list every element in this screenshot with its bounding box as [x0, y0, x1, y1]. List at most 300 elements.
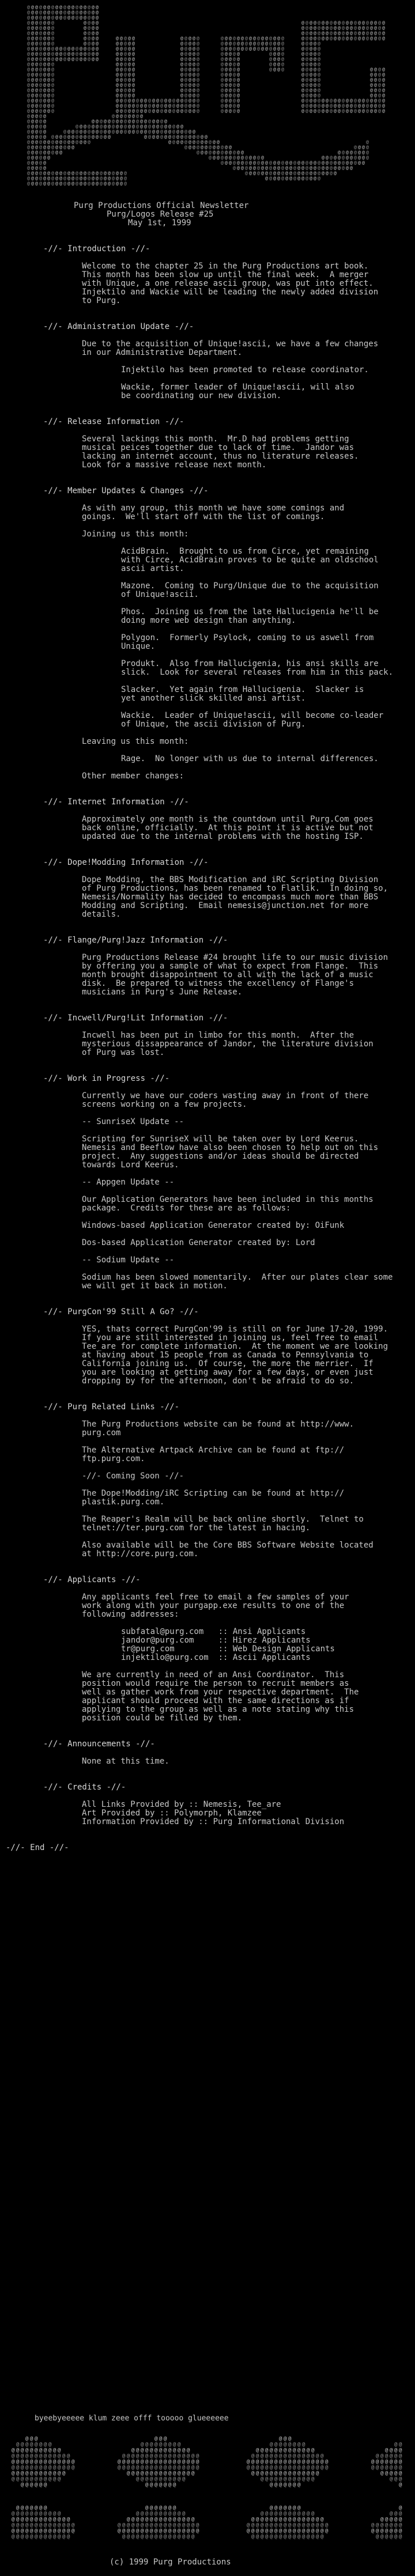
logo-glyph: @ — [31, 77, 34, 82]
logo-glyph: @ — [128, 108, 131, 114]
logo-glyph: @ — [241, 41, 244, 46]
footer-glyph: @ — [265, 2471, 269, 2476]
footer-glyph: @ — [131, 2453, 135, 2459]
admin-note: Wackie, former leader of Unique!ascii, will also — [121, 383, 354, 392]
logo-glyph: @ — [362, 36, 365, 41]
footer-glyph: @ — [293, 2528, 296, 2534]
footer-glyph: @ — [136, 2534, 139, 2540]
footer-glyph: @ — [399, 2442, 402, 2448]
logo-glyph: @ — [39, 36, 42, 41]
footer-glyph: @ — [53, 2511, 56, 2517]
footer-glyph: @ — [25, 2505, 29, 2511]
footer-glyph: @ — [118, 2528, 121, 2534]
footer-glyph: @ — [288, 2465, 292, 2471]
footer-glyph: @ — [385, 2528, 388, 2534]
logo-glyph: @ — [39, 171, 42, 176]
footer-glyph: @ — [30, 2476, 33, 2482]
footer-glyph: @ — [30, 2459, 33, 2465]
logo-glyph: @ — [51, 181, 54, 186]
footer-glyph: @ — [196, 2465, 199, 2471]
footer-glyph: @ — [39, 2459, 43, 2465]
logo-glyph: @ — [136, 114, 139, 119]
logo-glyph: @ — [277, 51, 280, 56]
footer-glyph: @ — [154, 2436, 158, 2442]
logo-glyph: @ — [47, 25, 50, 31]
logo-glyph: @ — [330, 20, 333, 25]
logo-glyph: @ — [314, 176, 316, 181]
logo-glyph: @ — [47, 56, 50, 62]
logo-glyph: @ — [51, 31, 54, 36]
footer-glyph: @ — [122, 2534, 126, 2540]
logo-glyph: @ — [35, 98, 38, 103]
footer-glyph: @ — [16, 2476, 20, 2482]
logo-glyph: @ — [318, 165, 320, 171]
logo-glyph: @ — [366, 36, 369, 41]
logo-glyph: @ — [67, 145, 70, 150]
logo-glyph: @ — [39, 103, 42, 108]
logo-glyph: @ — [96, 41, 99, 46]
footer-glyph: @ — [288, 2511, 292, 2517]
applicants-heading: -//- Applicants -//- — [43, 1575, 141, 1584]
logo-glyph: @ — [124, 129, 127, 134]
logo-glyph: @ — [164, 103, 167, 108]
logo-glyph: @ — [140, 103, 143, 108]
logo-glyph: @ — [269, 176, 272, 181]
logo-glyph: @ — [225, 46, 228, 51]
logo-glyph: @ — [338, 25, 341, 31]
logo-glyph: @ — [43, 10, 46, 15]
logo-glyph: @ — [188, 88, 191, 93]
footer-glyph: @ — [274, 2442, 278, 2448]
dope-line: Dope Modding, the BBS Modification and iRC Scripting Division — [82, 875, 379, 884]
logo-glyph: @ — [96, 51, 99, 56]
logo-glyph: @ — [180, 88, 183, 93]
footer-glyph: @ — [279, 2459, 282, 2465]
logo-glyph: @ — [225, 77, 228, 82]
logo-glyph: @ — [96, 36, 99, 41]
footer-glyph: @ — [270, 2448, 273, 2453]
logo-glyph: @ — [47, 15, 50, 20]
footer-glyph: @ — [159, 2476, 163, 2482]
logo-glyph: @ — [253, 165, 256, 171]
footer-glyph: @ — [191, 2528, 195, 2534]
logo-glyph: @ — [55, 176, 58, 181]
logo-glyph: @ — [326, 31, 329, 36]
applicants-line: following addresses: — [82, 1610, 179, 1619]
logo-glyph: @ — [269, 41, 272, 46]
logo-glyph: @ — [362, 108, 365, 114]
logo-glyph: @ — [225, 160, 228, 165]
footer-glyph: @ — [173, 2505, 176, 2511]
logo-glyph: @ — [334, 25, 337, 31]
footer-glyph: @ — [371, 2522, 375, 2528]
footer-glyph: @ — [297, 2453, 301, 2459]
logo-glyph: @ — [184, 82, 187, 88]
logo-glyph: @ — [180, 93, 183, 98]
footer-glyph: @ — [62, 2459, 66, 2465]
footer-glyph: @ — [274, 2534, 278, 2540]
logo-glyph: @ — [67, 129, 70, 134]
logo-glyph: @ — [35, 15, 38, 20]
footer-glyph: @ — [279, 2436, 282, 2442]
logo-glyph: @ — [120, 62, 123, 67]
logo-glyph: @ — [67, 46, 70, 51]
logo-glyph: @ — [277, 160, 280, 165]
logo-glyph: @ — [43, 46, 46, 51]
footer-glyph: @ — [12, 2522, 15, 2528]
logo-glyph: @ — [354, 150, 357, 155]
footer-glyph: @ — [390, 2448, 393, 2453]
purgcon-line: at having about 15 people from as Canada to Pennsylvania to — [82, 1351, 369, 1360]
footer-glyph: @ — [39, 2511, 43, 2517]
logo-glyph: @ — [358, 108, 361, 114]
logo-glyph: @ — [197, 36, 199, 41]
logo-glyph: @ — [314, 103, 316, 108]
logo-glyph: @ — [76, 46, 78, 51]
footer-glyph: @ — [191, 2534, 195, 2540]
logo-glyph: @ — [233, 103, 236, 108]
logo-glyph: @ — [128, 51, 131, 56]
footer-glyph: @ — [44, 2448, 47, 2453]
logo-glyph: @ — [205, 150, 207, 155]
logo-glyph: @ — [326, 108, 329, 114]
footer-glyph: @ — [21, 2476, 24, 2482]
logo-glyph: @ — [88, 25, 90, 31]
applicants-closing: applying to the group as well as a note stating why this — [82, 1705, 354, 1714]
logo-glyph: @ — [51, 62, 54, 67]
logo-glyph: @ — [318, 62, 320, 67]
logo-glyph: @ — [55, 181, 58, 186]
link-official: The Purg Productions website can be found at http://www. — [82, 1420, 354, 1429]
logo-glyph: @ — [310, 98, 312, 103]
logo-glyph: @ — [43, 181, 46, 186]
footer-glyph: @ — [145, 2505, 149, 2511]
logo-glyph: @ — [193, 108, 195, 114]
incwell-line: Incwell has been put in limbo for this month. After the — [82, 1031, 354, 1040]
logo-glyph: @ — [132, 62, 135, 67]
logo-glyph: @ — [43, 25, 46, 31]
members-intro: goings. We'll start off with the list of comings. — [82, 512, 325, 521]
logo-glyph: @ — [51, 67, 54, 72]
footer-glyph: @ — [307, 2459, 310, 2465]
footer-glyph: @ — [71, 2522, 75, 2528]
logo-glyph: @ — [293, 160, 296, 165]
footer-glyph: @ — [390, 2511, 393, 2517]
logo-glyph: @ — [43, 124, 46, 129]
footer-glyph: @ — [394, 2465, 398, 2471]
logo-glyph: @ — [124, 72, 127, 77]
footer-glyph: @ — [168, 2465, 172, 2471]
logo-glyph: @ — [318, 41, 320, 46]
purg-ascii-logo — [12, 0, 403, 199]
footer-glyph: @ — [182, 2453, 186, 2459]
logo-glyph: @ — [374, 20, 377, 25]
logo-glyph: @ — [55, 51, 58, 56]
logo-glyph: @ — [310, 25, 312, 31]
logo-glyph: @ — [378, 103, 381, 108]
logo-glyph: @ — [39, 77, 42, 82]
logo-glyph: @ — [39, 124, 42, 129]
logo-glyph: @ — [116, 119, 119, 124]
logo-glyph: @ — [168, 103, 171, 108]
logo-glyph: @ — [76, 124, 78, 129]
logo-glyph: @ — [245, 165, 248, 171]
logo-glyph: @ — [43, 129, 46, 134]
appgen-line: package. Credits for these are as follows: — [82, 1204, 291, 1213]
footer-glyph: @ — [297, 2534, 301, 2540]
logo-glyph: @ — [116, 129, 119, 134]
footer-glyph: @ — [182, 2459, 186, 2465]
footer-glyph: @ — [168, 2534, 172, 2540]
footer-glyph: @ — [270, 2534, 273, 2540]
logo-glyph: @ — [31, 51, 34, 56]
footer-glyph: @ — [159, 2528, 163, 2534]
logo-glyph: @ — [370, 77, 373, 82]
footer-glyph: @ — [173, 2534, 176, 2540]
footer-glyph: @ — [270, 2442, 273, 2448]
logo-glyph: @ — [370, 88, 373, 93]
footer-glyph: @ — [150, 2471, 153, 2476]
logo-glyph: @ — [378, 72, 381, 77]
logo-glyph: @ — [221, 41, 224, 46]
logo-glyph: @ — [382, 88, 385, 93]
footer-glyph: @ — [159, 2482, 163, 2488]
logo-glyph: @ — [193, 62, 195, 67]
logo-glyph: @ — [76, 5, 78, 10]
logo-glyph: @ — [180, 108, 183, 114]
logo-glyph: @ — [116, 181, 119, 186]
footer-glyph: @ — [25, 2448, 29, 2453]
footer-glyph: @ — [297, 2511, 301, 2517]
logo-glyph: @ — [297, 160, 300, 165]
logo-glyph: @ — [273, 62, 276, 67]
footer-glyph: @ — [48, 2511, 52, 2517]
footer-glyph: @ — [145, 2459, 149, 2465]
logo-glyph: @ — [370, 25, 373, 31]
logo-glyph: @ — [330, 108, 333, 114]
logo-glyph: @ — [281, 165, 284, 171]
logo-glyph: @ — [35, 150, 38, 155]
footer-glyph: @ — [284, 2448, 287, 2453]
logo-glyph: @ — [108, 119, 111, 124]
logo-glyph: @ — [334, 103, 337, 108]
logo-glyph: @ — [104, 119, 107, 124]
footer-glyph: @ — [48, 2448, 52, 2453]
footer-glyph: @ — [325, 2465, 329, 2471]
logo-glyph: @ — [201, 134, 203, 139]
footer-glyph: @ — [394, 2448, 398, 2453]
logo-glyph: @ — [305, 36, 308, 41]
logo-glyph: @ — [197, 56, 199, 62]
logo-glyph: @ — [116, 82, 119, 88]
footer-glyph: @ — [150, 2442, 153, 2448]
leaving-label: Leaving us this month: — [82, 737, 189, 746]
footer-glyph: @ — [159, 2465, 163, 2471]
logo-glyph: @ — [51, 41, 54, 46]
incwell-line: mysterious dissappearance of Jandor, the literature division — [82, 1039, 373, 1049]
logo-glyph: @ — [378, 93, 381, 98]
logo-glyph: @ — [241, 160, 244, 165]
logo-glyph: @ — [112, 176, 115, 181]
footer-glyph: @ — [274, 2511, 278, 2517]
footer-glyph: @ — [53, 2534, 56, 2540]
footer-glyph: @ — [53, 2528, 56, 2534]
logo-glyph: @ — [281, 176, 284, 181]
logo-glyph: @ — [84, 181, 86, 186]
logo-glyph: @ — [301, 171, 304, 176]
logo-glyph: @ — [80, 124, 82, 129]
logo-glyph: @ — [47, 108, 50, 114]
logo-glyph: @ — [273, 51, 276, 56]
footer-glyph: @ — [256, 2465, 259, 2471]
footer-glyph: @ — [182, 2471, 186, 2476]
footer-glyph: @ — [307, 2528, 310, 2534]
logo-glyph: @ — [31, 139, 34, 145]
footer-glyph: @ — [12, 2465, 15, 2471]
logo-glyph: @ — [27, 124, 30, 129]
logo-glyph: @ — [76, 129, 78, 134]
applicants-closing: position could be filled by them. — [82, 1713, 243, 1723]
logo-glyph: @ — [132, 98, 135, 103]
footer-glyph: @ — [385, 2448, 388, 2453]
logo-glyph: @ — [144, 108, 147, 114]
logo-glyph: @ — [188, 139, 191, 145]
logo-glyph: @ — [124, 98, 127, 103]
applicant-address: tr@purg.com :: Web Design Applicants — [121, 1644, 335, 1654]
footer-glyph: @ — [141, 2522, 144, 2528]
logo-glyph: @ — [120, 51, 123, 56]
logo-glyph: @ — [43, 88, 46, 93]
footer-glyph: @ — [12, 2534, 15, 2540]
logo-glyph: @ — [213, 155, 216, 160]
logo-glyph: @ — [237, 88, 240, 93]
footer-glyph: @ — [25, 2517, 29, 2522]
logo-glyph: @ — [366, 31, 369, 36]
logo-glyph: @ — [116, 51, 119, 56]
footer-glyph: @ — [44, 2534, 47, 2540]
logo-glyph: @ — [136, 124, 139, 129]
credits-line: Information Provided by :: Purg Informational Division — [82, 1817, 345, 1826]
logo-glyph: @ — [43, 5, 46, 10]
footer-glyph: @ — [191, 2517, 195, 2522]
logo-glyph: @ — [184, 67, 187, 72]
logo-glyph: @ — [358, 155, 361, 160]
logo-glyph: @ — [35, 88, 38, 93]
footer-glyph: @ — [173, 2511, 176, 2517]
footer-glyph: @ — [293, 2476, 296, 2482]
logo-glyph: @ — [233, 41, 236, 46]
logo-glyph: @ — [51, 5, 54, 10]
logo-glyph: @ — [346, 155, 349, 160]
footer-glyph: @ — [196, 2459, 199, 2465]
logo-glyph: @ — [326, 98, 329, 103]
logo-glyph: @ — [237, 72, 240, 77]
footer-glyph: @ — [39, 2534, 43, 2540]
logo-glyph: @ — [330, 160, 333, 165]
logo-glyph: @ — [140, 129, 143, 134]
logo-glyph: @ — [318, 51, 320, 56]
footer-glyph: @ — [35, 2453, 38, 2459]
logo-glyph: @ — [43, 56, 46, 62]
footer-glyph: @ — [164, 2448, 167, 2453]
joining-entry: Polygon. Formerly Psylock, coming to us aswell from — [121, 633, 374, 642]
logo-glyph: @ — [27, 145, 30, 150]
logo-glyph: @ — [80, 134, 82, 139]
logo-glyph: @ — [136, 119, 139, 124]
footer-glyph: @ — [270, 2459, 273, 2465]
logo-glyph: @ — [257, 165, 260, 171]
logo-glyph: @ — [221, 155, 224, 160]
logo-glyph: @ — [136, 108, 139, 114]
logo-glyph: @ — [382, 67, 385, 72]
logo-glyph: @ — [277, 165, 280, 171]
footer-glyph: @ — [25, 2442, 29, 2448]
footer-glyph: @ — [44, 2476, 47, 2482]
logo-glyph: @ — [100, 176, 103, 181]
logo-glyph: @ — [47, 145, 50, 150]
logo-glyph: @ — [193, 36, 195, 41]
logo-glyph: @ — [128, 103, 131, 108]
logo-glyph: @ — [265, 176, 268, 181]
release-line: Several lackings this month. Mr.D had problems getting — [82, 434, 349, 444]
logo-glyph: @ — [342, 98, 345, 103]
logo-glyph: @ — [31, 124, 34, 129]
footer-glyph: @ — [182, 2476, 186, 2482]
logo-glyph: @ — [221, 98, 224, 103]
logo-glyph: @ — [229, 67, 232, 72]
joining-entry: slick. Look for several releases from him in this pack. — [121, 668, 394, 677]
logo-glyph: @ — [27, 93, 30, 98]
logo-glyph: @ — [249, 155, 252, 160]
footer-glyph: @ — [168, 2505, 172, 2511]
logo-glyph: @ — [362, 150, 365, 155]
logo-glyph: @ — [281, 62, 284, 67]
logo-glyph: @ — [257, 171, 260, 176]
footer-glyph: @ — [390, 2528, 393, 2534]
footer-glyph: @ — [307, 2534, 310, 2540]
logo-glyph: @ — [55, 139, 58, 145]
logo-glyph: @ — [43, 108, 46, 114]
footer-glyph: @ — [182, 2534, 186, 2540]
logo-glyph: @ — [67, 139, 70, 145]
footer-glyph: @ — [265, 2534, 269, 2540]
logo-glyph: @ — [350, 31, 353, 36]
logo-glyph: @ — [229, 145, 232, 150]
footer-glyph: @ — [320, 2522, 324, 2528]
logo-glyph: @ — [180, 103, 183, 108]
footer-glyph: @ — [136, 2476, 139, 2482]
logo-glyph: @ — [366, 98, 369, 103]
logo-glyph: @ — [180, 98, 183, 103]
footer-glyph: @ — [316, 2453, 319, 2459]
logo-glyph: @ — [322, 36, 325, 41]
logo-glyph: @ — [184, 51, 187, 56]
footer-glyph: @ — [168, 2453, 172, 2459]
leaving-entry: Rage. No longer with us due to internal differences. — [121, 754, 379, 763]
footer-glyph: @ — [168, 2442, 172, 2448]
footer-glyph: @ — [371, 2459, 375, 2465]
logo-glyph: @ — [301, 93, 304, 98]
logo-glyph: @ — [253, 160, 256, 165]
logo-glyph: @ — [51, 134, 54, 139]
logo-glyph: @ — [92, 56, 95, 62]
logo-glyph: @ — [366, 20, 369, 25]
footer-glyph: @ — [62, 2528, 66, 2534]
logo-glyph: @ — [237, 98, 240, 103]
logo-glyph: @ — [132, 124, 135, 129]
footer-glyph: @ — [145, 2534, 149, 2540]
logo-glyph: @ — [330, 31, 333, 36]
